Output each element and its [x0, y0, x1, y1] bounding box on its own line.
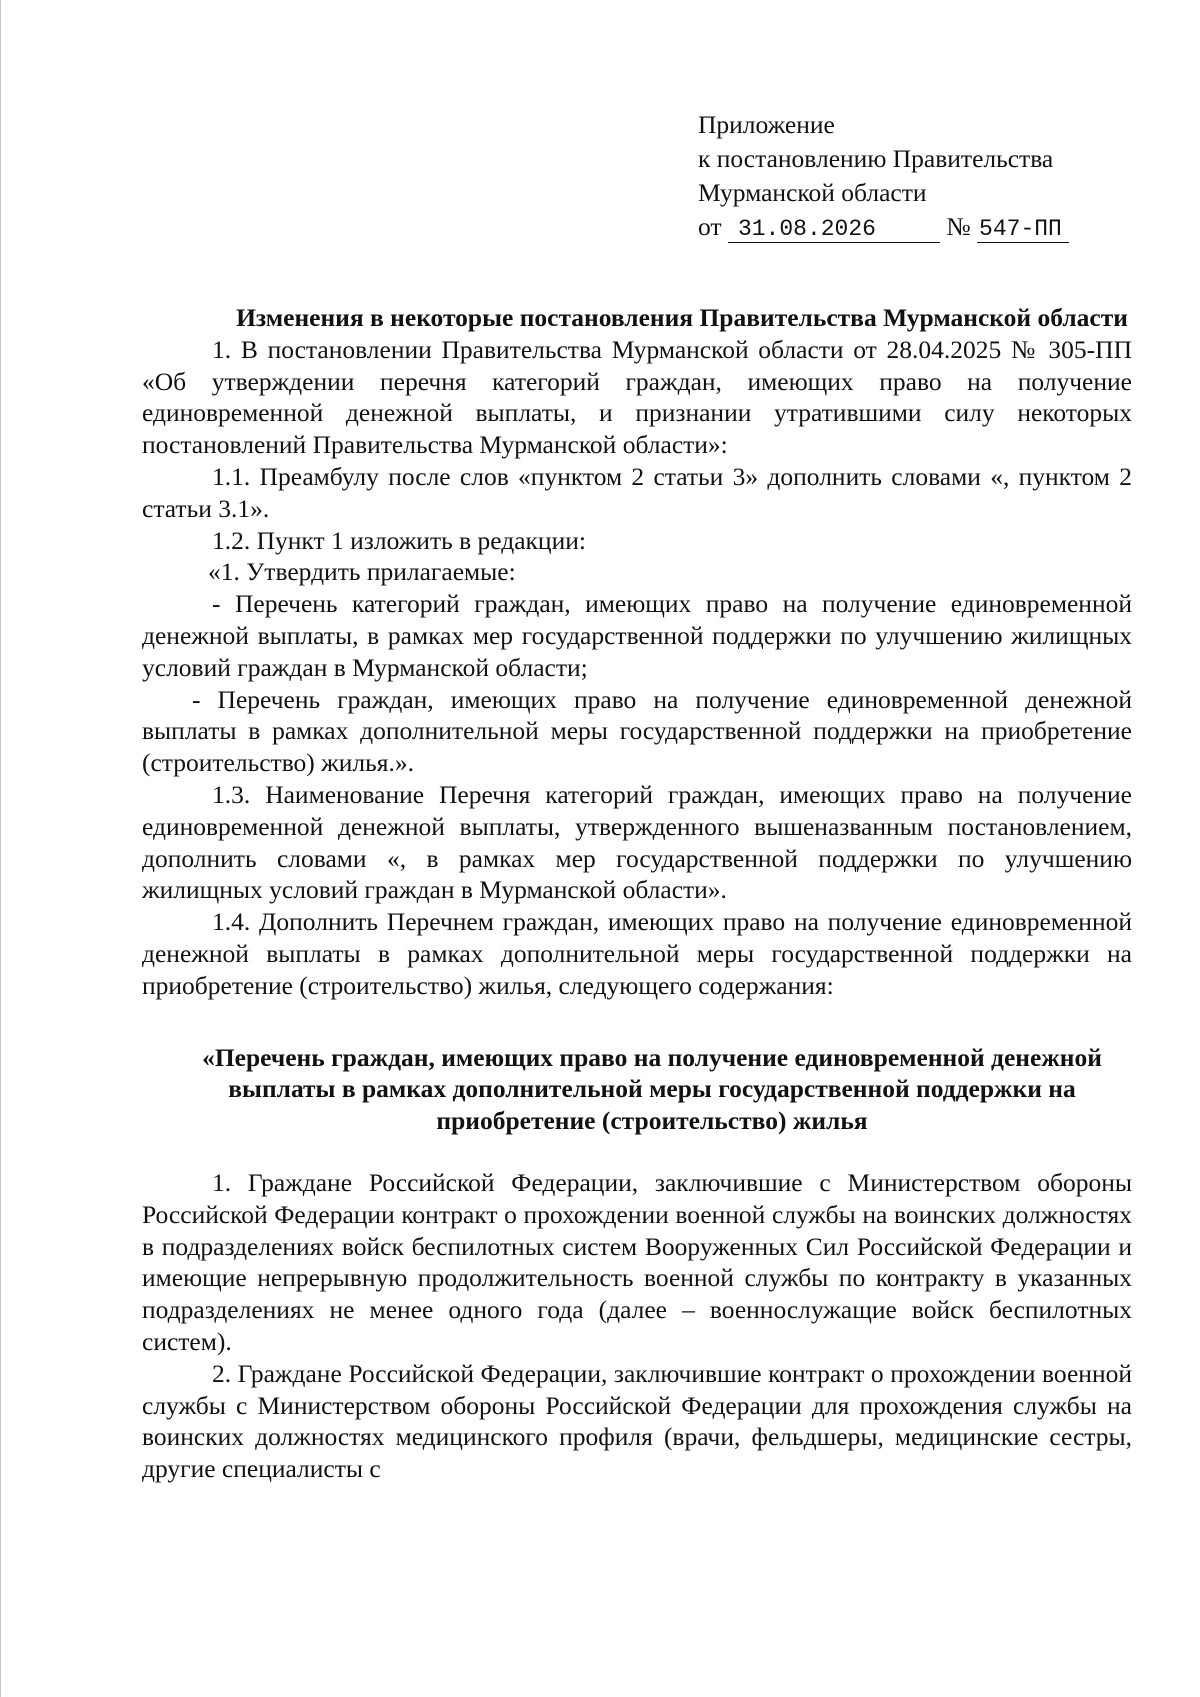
- document-title: Изменения в некоторые постановления Правительства Мурманской области: [236, 303, 1128, 332]
- appendix-line-3: Мурманской области: [698, 178, 927, 207]
- appendix-date-line: [698, 210, 1069, 244]
- paragraph-1: 1. В постановлении Правительства Мурманской области от 28.04.2025 № 305-ПП «Об утверждении перечня категорий граждан, имеющих право на получение единовременной денежной выплаты, и признании утратившими силу некоторых постановлений Правительства Мурманской области»:: [142, 334, 1132, 460]
- paragraph-list-item-2: - Перечень граждан, имеющих право на получение единовременной денежной выплаты в рамках дополнительной меры государственной поддержки на приобретение (строительство) жилья.».: [142, 684, 1132, 778]
- scan-edge: [0, 0, 7, 1697]
- list-subtitle: «Перечень граждан, имеющих право на получение единовременной денежной выплаты в рамках дополнительной меры государственной поддержки на приобретение (строительство) жилья: [202, 1042, 1102, 1136]
- paragraph-1-2: 1.2. Пункт 1 изложить в редакции:: [212, 525, 586, 555]
- list-paragraph-1: 1. Граждане Российской Федерации, заключившие с Министерством обороны Российской Федерации контракт о прохождении военной службы на воинских должностях в подразделениях войск беспилотных систем Вооруженных Сил Российской Федерации и имеющие непрерывную продолжительность военной службы по контракту в указанных подразделениях не менее одного года (далее – военнослужащие войск беспилотных систем).: [142, 1167, 1132, 1356]
- decree-number: 547-ПП: [977, 216, 1069, 243]
- from-label: от: [698, 212, 722, 241]
- number-label: №: [946, 212, 971, 241]
- appendix-block: [698, 108, 1069, 244]
- appendix-line-1: Приложение: [698, 110, 835, 139]
- paragraph-1-4: 1.4. Дополнить Перечнем граждан, имеющих право на получение единовременной денежной выплаты в рамках дополнительной меры государственной поддержки на приобретение (строительство) жилья, следующего содержания:: [142, 907, 1132, 1000]
- document-body: [142, 302, 1132, 1485]
- paragraph-1-3: 1.3. Наименование Перечня категорий граждан, имеющих право на получение единовременной денежной выплаты, утвержденного вышеназванным постановлением, дополнить словами «, в рамках мер государственной поддержки по улучшению жилищных условий граждан в Мурманской области».: [142, 779, 1132, 905]
- appendix-line-2: к постановлению Правительства: [698, 144, 1054, 173]
- paragraph-list-item-1: - Перечень категорий граждан, имеющих право на получение единовременной денежной выплаты, в рамках мер государственной поддержки по улучшению жилищных условий граждан в Мурманской области;: [142, 589, 1132, 682]
- decree-date: 31.08.2026: [728, 216, 940, 243]
- paragraph-1-1: 1.1. Преамбулу после слов «пунктом 2 статьи 3» дополнить словами «, пунктом 2 статьи 3.1».: [142, 461, 1132, 523]
- paragraph-quote-start: «1. Утвердить прилагаемые:: [208, 557, 516, 587]
- list-paragraph-2: 2. Граждане Российской Федерации, заключившие контракт о прохождении военной службы с Министерством обороны Российской Федерации для прохождения службы на воинских должностях медицинского профиля (врачи, фельдшеры, медицинские сестры, другие специалисты с: [142, 1358, 1132, 1484]
